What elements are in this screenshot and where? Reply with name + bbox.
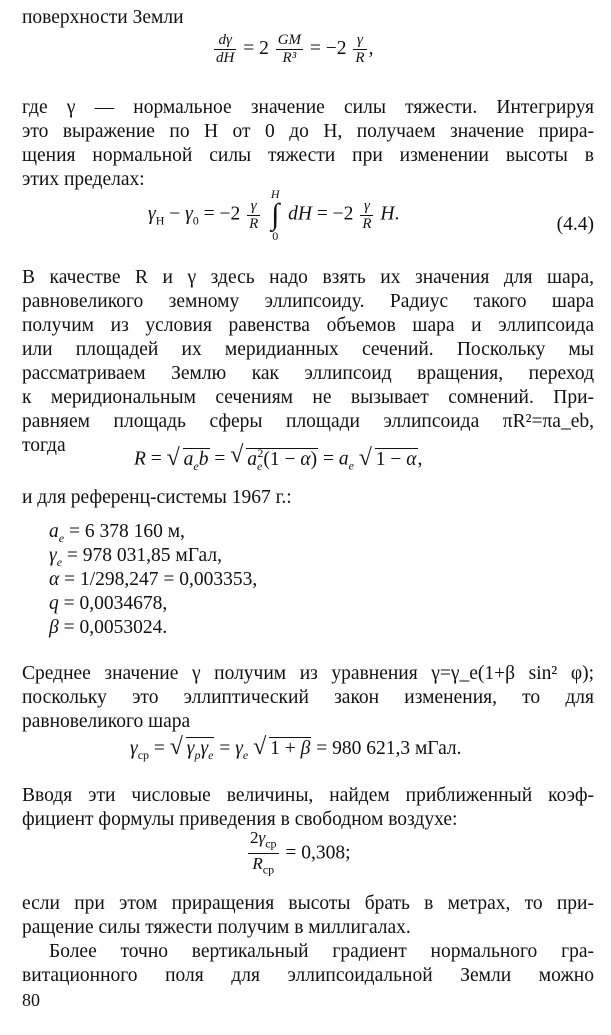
equation-gradient: $\frac{d\gamma}{dH}$ = 2 $\frac{GM}{\text{R³}}$ = −2 $\frac{\gamma}{R}$ , <box>216 32 374 66</box>
equation-4-4: $\gamma_H - \gamma_0 = -2$ $\frac{\gamma}{R}$ H ∫ 0 dH = −2 $\frac{\gamma}{R}$ H. <box>148 187 400 243</box>
text-line: поскольку это эллиптический закон изменения, то для <box>22 687 594 708</box>
text-line: фициент формулы приведения в свободном воздухе: <box>22 809 458 830</box>
page-number: 80 <box>22 990 40 1010</box>
param-gamma-e: $\gamma_e = 978$ 031,85 мГал, <box>49 545 222 569</box>
equation-number: (4.4) <box>556 214 594 235</box>
text-line: тогда <box>22 435 66 456</box>
text-line: и для референц-системы 1967 г.: <box>22 487 292 508</box>
equation-coefficient: $\frac{2\gamma_{ср}}{R_{ср}}$ = 0,308; <box>250 828 351 877</box>
text-line: к меридиональным сечениям не вызывает сомнений. При- <box>22 387 594 408</box>
text-line: Более точно вертикальный градиент нормального гра- <box>49 941 594 962</box>
param-beta: β = 0,0053024. <box>49 617 168 638</box>
text-line: витационного поля для эллипсоидальной Земли можно <box>22 965 594 986</box>
text-line: рассматриваем Землю как эллипсоид вращения, переход <box>22 363 594 384</box>
text-line: Среднее значение γ получим из уравнения γ=γ_e(1+β sin² φ); <box>22 663 594 684</box>
param-alpha: α = 1/298,247 = 0,003353, <box>49 569 258 590</box>
text-line: равновеликого шара <box>22 711 191 732</box>
text-line: или площадей их меридианных сечений. Поскольку мы <box>22 339 594 360</box>
text-line: равняем площадь сферы площади эллипсоида πR²=πa_eb, <box>22 411 594 432</box>
text-line: если при этом приращения высоты брать в метрах, то при- <box>22 893 594 914</box>
text-line: где γ — нормальное значение силы тяжести. Интегрируя <box>22 97 594 118</box>
text-line: Вводя эти числовые величины, найдем приближенный коэф- <box>22 785 594 806</box>
equation-radius: R = √ $a_eb$ = √ $a_e^2(1 - \alpha) = a_e$ √ 1 − α, <box>134 446 422 473</box>
text-line: равновеликого земному эллипсоиду. Радиус такого шара <box>22 291 594 312</box>
text-line: В качестве R и γ здесь надо взять их значения для шара, <box>22 267 594 288</box>
text-line: этих пределах: <box>22 169 145 190</box>
text-line: поверхности Земли <box>22 7 184 28</box>
equation-gamma-average: $\gamma_{ср}$ = √ $\gamma_p\gamma_e = \gamma_e$ √ 1 + β = 980 621,3 мГал. <box>130 738 462 763</box>
text-line: это выражение по H от 0 до H, получаем значение прира- <box>22 121 594 142</box>
text-line: щения нормальной силы тяжести при изменении высоты в <box>22 145 594 166</box>
text-line: ращение силы тяжести получим в миллигалах. <box>22 917 411 938</box>
param-q: q = 0,0034678, <box>49 593 168 614</box>
param-ae: $a_e = 6$ 378 160 м, <box>49 521 185 545</box>
text-line: получим из условия равенства объемов шара и эллипсоида <box>22 315 594 336</box>
